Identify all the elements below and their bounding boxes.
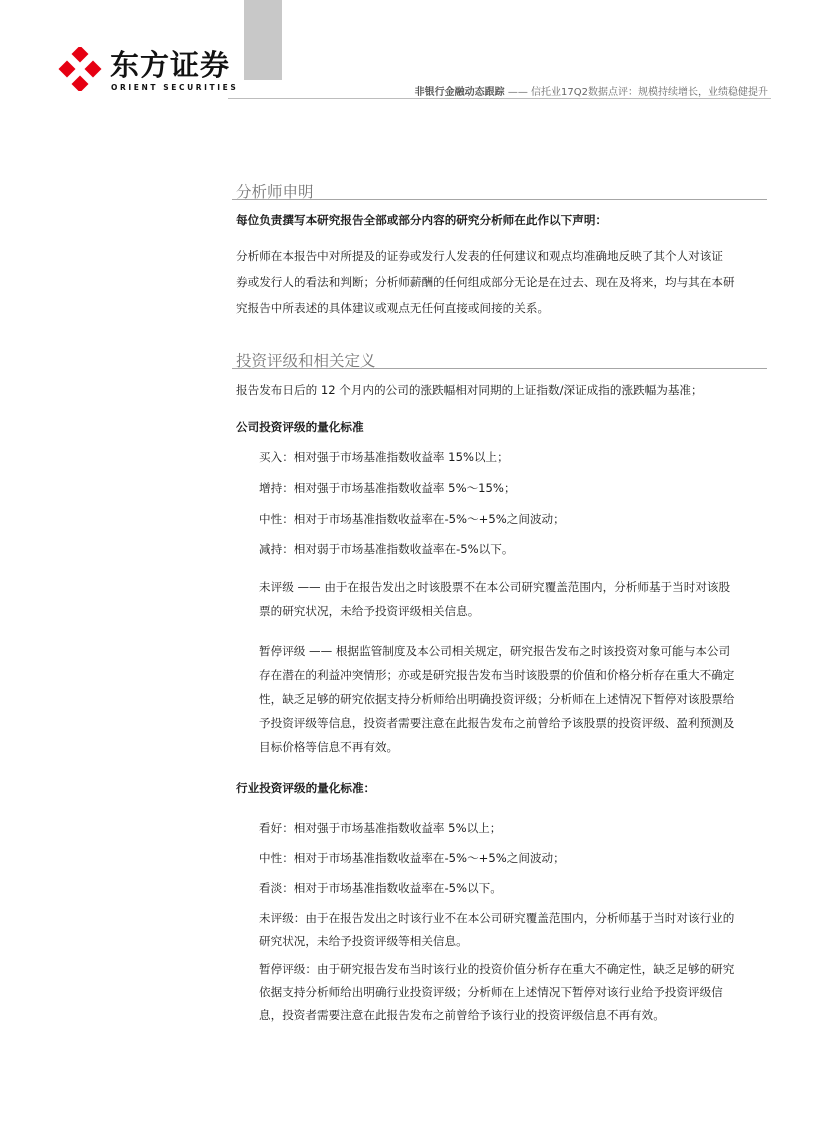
paragraph-line: 存在潜在的利益冲突情形；亦或是研究报告发布当时该股票的价值和价格分析存在重大不确定 <box>259 668 735 682</box>
section-divider <box>232 199 767 200</box>
rating-item: 增持：相对强于市场基准指数收益率 5%～15%； <box>259 481 516 495</box>
rating-item: 买入：相对强于市场基准指数收益率 15%以上； <box>259 450 509 464</box>
paragraph-line: 未评级 —— 由于在报告发出之时该股票不在本公司研究覆盖范围内，分析师基于当时对该股 <box>259 580 731 594</box>
rating-item: 看淡：相对于市场基准指数收益率在-5%以下。 <box>259 881 502 895</box>
rating-intro: 报告发布日后的 12 个月内的公司的涨跌幅相对同期的上证指数/深证成指的涨跌幅为基准； <box>236 383 703 397</box>
header-divider <box>228 98 771 99</box>
analyst-lead: 每位负责撰写本研究报告全部或部分内容的研究分析师在此作以下声明： <box>236 213 608 227</box>
header-gray-block <box>244 0 282 80</box>
running-header <box>340 83 768 98</box>
paragraph-line: 性，缺乏足够的研究依据支持分析师给出明确投资评级；分析师在上述情况下暂停对该股票给 <box>259 692 735 706</box>
paragraph-line: 究报告中所表述的具体建议或观点无任何直接或间接的关系。 <box>236 301 550 315</box>
paragraph-line: 息，投资者需要注意在此报告发布之前曾给予该行业的投资评级信息不再有效。 <box>259 1008 665 1022</box>
section-divider <box>232 368 767 369</box>
header-dash: —— <box>504 87 532 98</box>
paragraph-line: 券或发行人的看法和判断；分析师薪酬的任何组成部分无论是在过去、现在及将来，均与其在本研 <box>236 275 735 289</box>
paragraph-line: 未评级：由于在报告发出之时该行业不在本公司研究覆盖范围内，分析师基于当时对该行业的 <box>259 911 735 925</box>
logo-diamond-icon <box>58 47 102 91</box>
header-report-title: 信托业17Q2数据点评：规模持续增长，业绩稳健提升 <box>531 87 768 98</box>
paragraph-line: 票的研究状况，未给予投资评级相关信息。 <box>259 604 480 618</box>
header-category: 非银行金融动态跟踪 <box>414 87 505 98</box>
paragraph-line: 依据支持分析师给出明确行业投资评级；分析师在上述情况下暂停对该行业给予投资评级信 <box>259 985 723 999</box>
section-title-analyst: 分析师申明 <box>236 183 314 201</box>
paragraph-line: 研究状况，未给予投资评级等相关信息。 <box>259 934 468 948</box>
rating-item: 看好：相对强于市场基准指数收益率 5%以上； <box>259 821 502 835</box>
industry-rating-title: 行业投资评级的量化标准： <box>236 781 376 795</box>
rating-item: 中性：相对于市场基准指数收益率在-5%～+5%之间波动； <box>259 851 565 865</box>
paragraph-line: 暂停评级 —— 根据监管制度及本公司相关规定，研究报告发布之时该投资对象可能与本公司 <box>259 644 731 658</box>
paragraph-line: 目标价格等信息不再有效。 <box>259 740 399 754</box>
logo-chinese-name: 东方证券 <box>110 48 231 82</box>
paragraph-line: 予投资评级等信息，投资者需要注意在此报告发布之前曾给予该股票的投资评级、盈利预测及 <box>259 716 735 730</box>
company-rating-title: 公司投资评级的量化标准 <box>236 420 364 434</box>
paragraph-line: 暂停评级：由于研究报告发布当时该行业的投资价值分析存在重大不确定性，缺乏足够的研究 <box>259 962 735 976</box>
section-title-rating: 投资评级和相关定义 <box>236 352 376 370</box>
paragraph-line: 分析师在本报告中对所提及的证券或发行人发表的任何建议和观点均准确地反映了其个人对该证 <box>236 249 723 263</box>
logo-english-name: ORIENT SECURITIES <box>111 83 239 92</box>
rating-item: 减持：相对弱于市场基准指数收益率在-5%以下。 <box>259 542 514 556</box>
rating-item: 中性：相对于市场基准指数收益率在-5%～+5%之间波动； <box>259 512 565 526</box>
